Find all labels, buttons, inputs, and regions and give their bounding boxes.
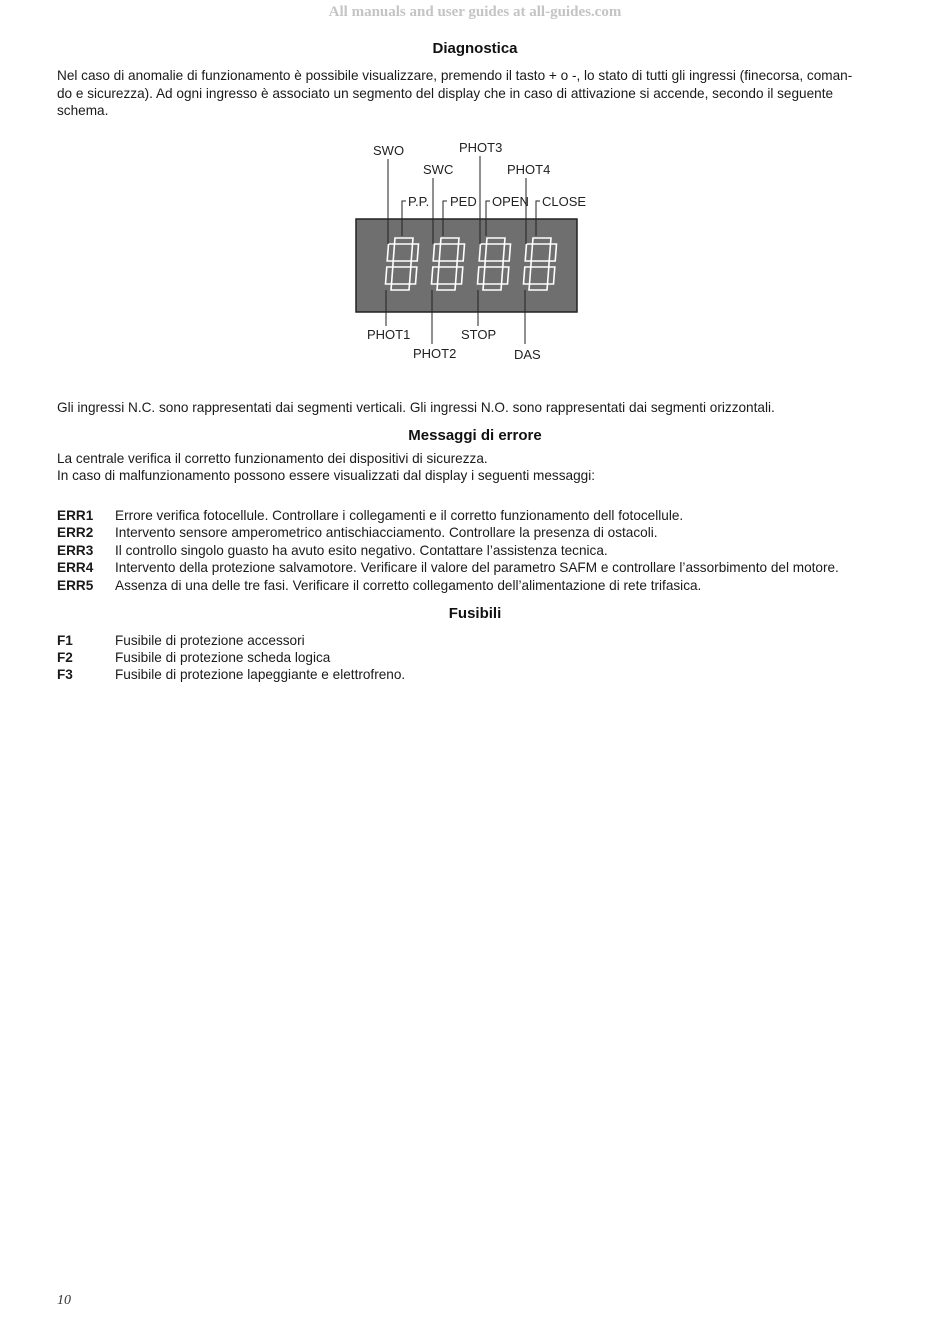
display-panel	[356, 219, 577, 312]
label-stop: STOP	[461, 327, 497, 342]
label-swc: SWC	[423, 162, 454, 177]
error-text: Intervento della protezione salvamotore. Verificare il valore del parametro SAFM e controllare l’assorbimento del motore.	[115, 560, 839, 575]
error-code: ERR4	[57, 560, 94, 575]
fuse-code: F1	[57, 633, 73, 648]
watermark: All manuals and user guides at all-guides.com	[328, 4, 622, 20]
fuse-text: Fusibile di protezione accessori	[115, 633, 305, 648]
error-text: Intervento sensore amperometrico antischiacciamento. Controllare la presenza di ostacoli.	[115, 525, 658, 540]
error-code: ERR5	[57, 578, 94, 593]
error-code: ERR2	[57, 525, 94, 540]
intro-line-1: Nel caso di anomalie di funzionamento è possibile visualizzare, premendo il tasto + o -, lo stato di tutti gli ingressi (finecorsa, coman-	[57, 68, 853, 83]
error-text: Assenza di una delle tre fasi. Verificare il corretto collegamento dell’alimentazione di rete trifasica.	[115, 578, 702, 593]
segment-note: Gli ingressi N.C. sono rappresentati dai segmenti verticali. Gli ingressi N.O. sono rappresentati dai segmenti orizzontali.	[57, 400, 775, 415]
label-pp: P.P.	[408, 194, 430, 209]
label-open: OPEN	[492, 194, 529, 209]
label-swo: SWO	[373, 143, 405, 158]
fuse-code: F2	[57, 650, 73, 665]
page-number: 10	[57, 1293, 71, 1308]
error-code: ERR3	[57, 543, 94, 558]
fuse-code: F3	[57, 667, 73, 682]
intro-line-3: schema.	[57, 103, 109, 118]
label-phot4: PHOT4	[507, 162, 551, 177]
error-code: ERR1	[57, 508, 94, 523]
section-title-diagnostics: Diagnostica	[432, 40, 518, 57]
errors-intro-2: In caso di malfunzionamento possono essere visualizzati dal display i seguenti messaggi:	[57, 468, 596, 483]
fuse-text: Fusibile di protezione lapeggiante e elettrofreno.	[115, 667, 406, 682]
error-text: Il controllo singolo guasto ha avuto esito negativo. Contattare l’assistenza tecnica.	[115, 543, 608, 558]
label-ped: PED	[450, 194, 477, 209]
display-diagram	[0, 0, 950, 380]
error-text: Errore verifica fotocellule. Controllare i collegamenti e il corretto funzionamento dell fotocellule.	[115, 508, 684, 523]
section-title-fuses: Fusibili	[448, 605, 502, 622]
label-phot3: PHOT3	[459, 140, 503, 155]
errors-intro-1: La centrale verifica il corretto funzionamento dei dispositivi di sicurezza.	[57, 451, 488, 466]
intro-line-2: do e sicurezza). Ad ogni ingresso è associato un segmento del display che in caso di attivazione si accende, secondo il seguente	[57, 86, 834, 101]
label-close: CLOSE	[542, 194, 587, 209]
label-phot2: PHOT2	[413, 346, 457, 361]
fuse-text: Fusibile di protezione scheda logica	[115, 650, 331, 665]
label-phot1: PHOT1	[367, 327, 411, 342]
label-das: DAS	[514, 347, 541, 362]
section-title-errors: Messaggi di errore	[408, 427, 542, 444]
